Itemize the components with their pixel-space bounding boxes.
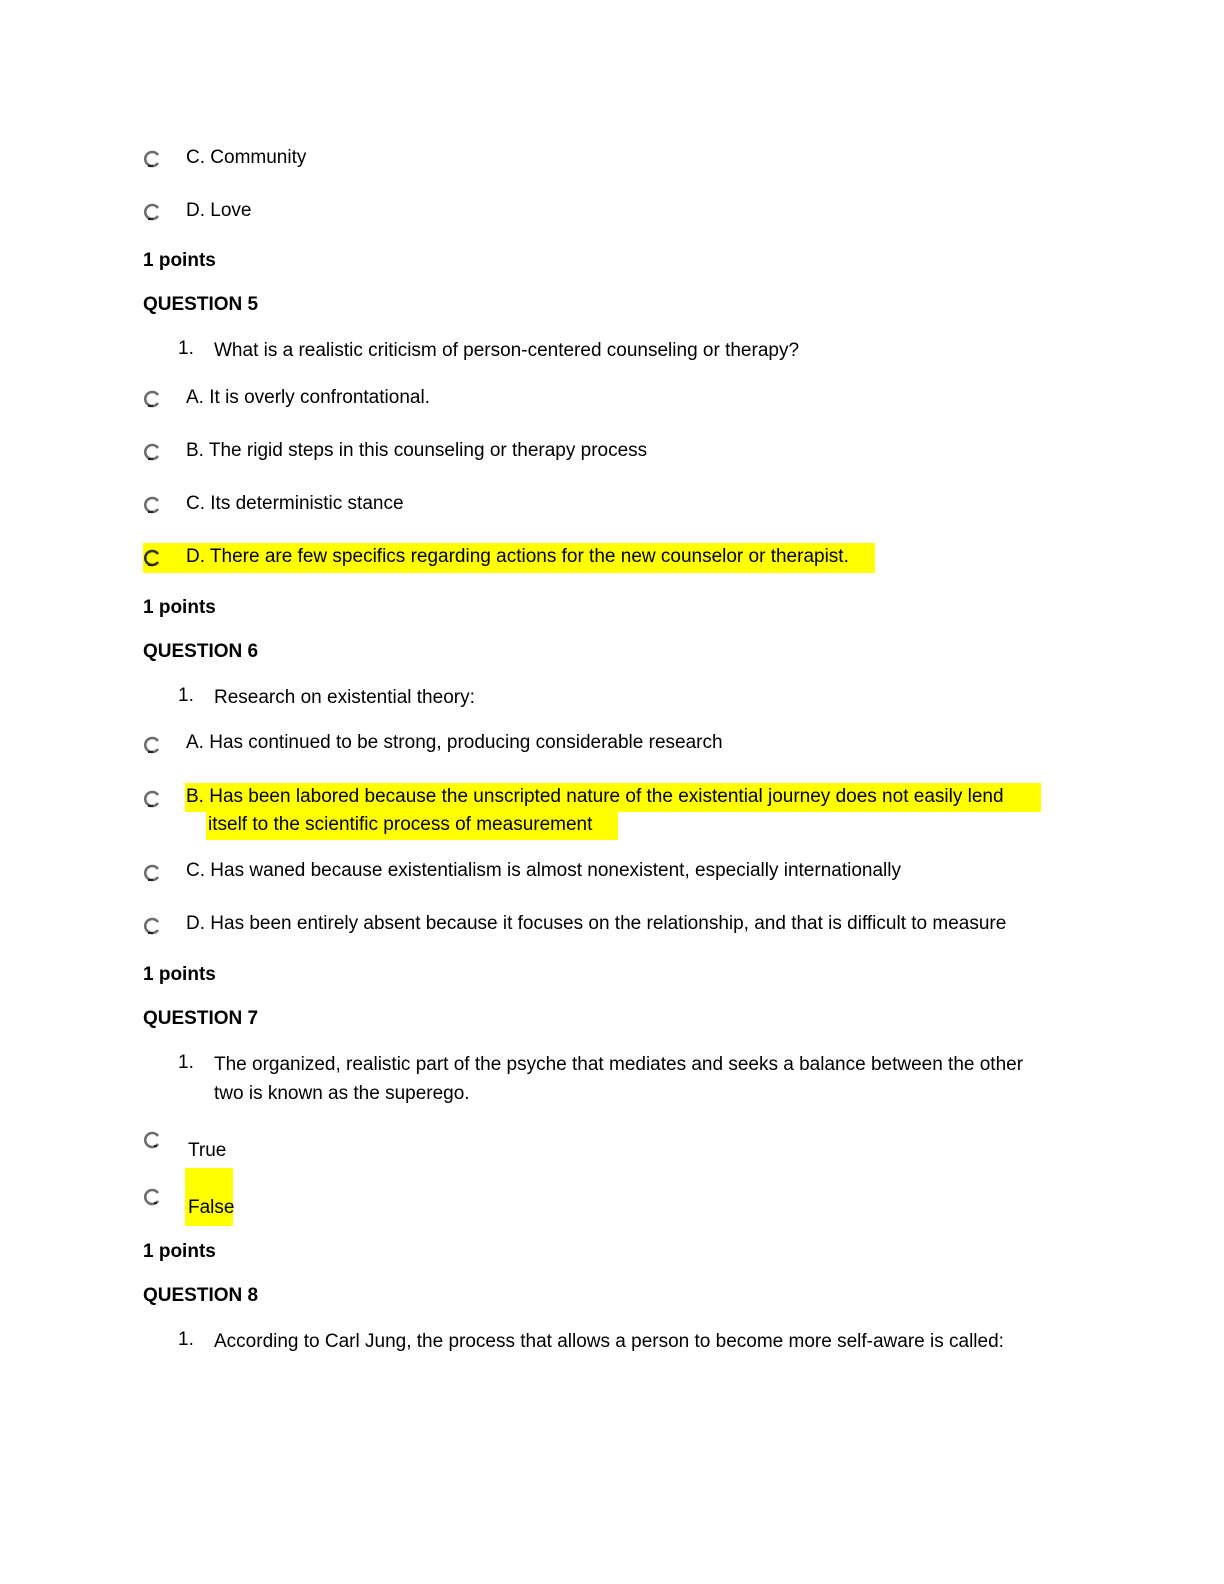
question-text: What is a realistic criticism of person-centered counseling or therapy? [214, 340, 800, 361]
points-label: 1 points [143, 597, 216, 618]
question-number: 1. [178, 685, 194, 706]
question-text: Research on existential theory: [214, 687, 475, 708]
radio-button-icon[interactable] [144, 917, 162, 935]
radio-button-icon[interactable] [144, 864, 162, 882]
question-text-continued: two is known as the superego. [214, 1083, 470, 1104]
option-label: A. Has continued to be strong, producing considerable research [186, 732, 723, 753]
option-label: D. Love [186, 200, 252, 221]
radio-button-icon[interactable] [144, 496, 162, 514]
points-label: 1 points [143, 964, 216, 985]
option-label: C. Community [186, 147, 307, 168]
points-label: 1 points [143, 250, 216, 271]
option-label: D. Has been entirely absent because it focuses on the relationship, and that is difficult to measure [186, 913, 1007, 934]
question-text: According to Carl Jung, the process that allows a person to become more self-aware is called: [214, 1331, 1004, 1352]
question-text: The organized, realistic part of the psyche that mediates and seeks a balance between the other [214, 1054, 1024, 1075]
option-label-selected: B. Has been labored because the unscripted nature of the existential journey does not easily lend [186, 786, 1004, 807]
radio-button-icon[interactable] [144, 790, 162, 808]
option-label: C. Has waned because existentialism is almost nonexistent, especially internationally [186, 860, 901, 881]
radio-button-icon[interactable] [144, 1131, 162, 1149]
question-number: 1. [178, 338, 194, 359]
radio-button-icon[interactable] [144, 443, 162, 461]
points-label: 1 points [143, 1241, 216, 1262]
option-label-selected: False [188, 1197, 235, 1218]
radio-button-icon[interactable] [144, 390, 162, 408]
radio-button-icon[interactable] [144, 1188, 162, 1206]
option-label: C. Its deterministic stance [186, 493, 404, 514]
option-label: B. The rigid steps in this counseling or therapy process [186, 440, 648, 461]
question-heading: QUESTION 5 [143, 294, 259, 315]
option-label: A. It is overly confrontational. [186, 387, 430, 408]
question-heading: QUESTION 6 [143, 641, 259, 662]
question-heading: QUESTION 8 [143, 1285, 259, 1306]
question-number: 1. [178, 1329, 194, 1350]
radio-button-icon[interactable] [144, 150, 162, 168]
option-label-selected: D. There are few specifics regarding actions for the new counselor or therapist. [186, 546, 849, 567]
radio-button-icon[interactable] [144, 549, 162, 567]
radio-button-icon[interactable] [144, 736, 162, 754]
option-label: True [188, 1140, 227, 1161]
question-heading: QUESTION 7 [143, 1008, 259, 1029]
option-label-selected-continued: itself to the scientific process of measurement [208, 814, 593, 835]
radio-button-icon[interactable] [144, 203, 162, 221]
question-number: 1. [178, 1052, 194, 1073]
